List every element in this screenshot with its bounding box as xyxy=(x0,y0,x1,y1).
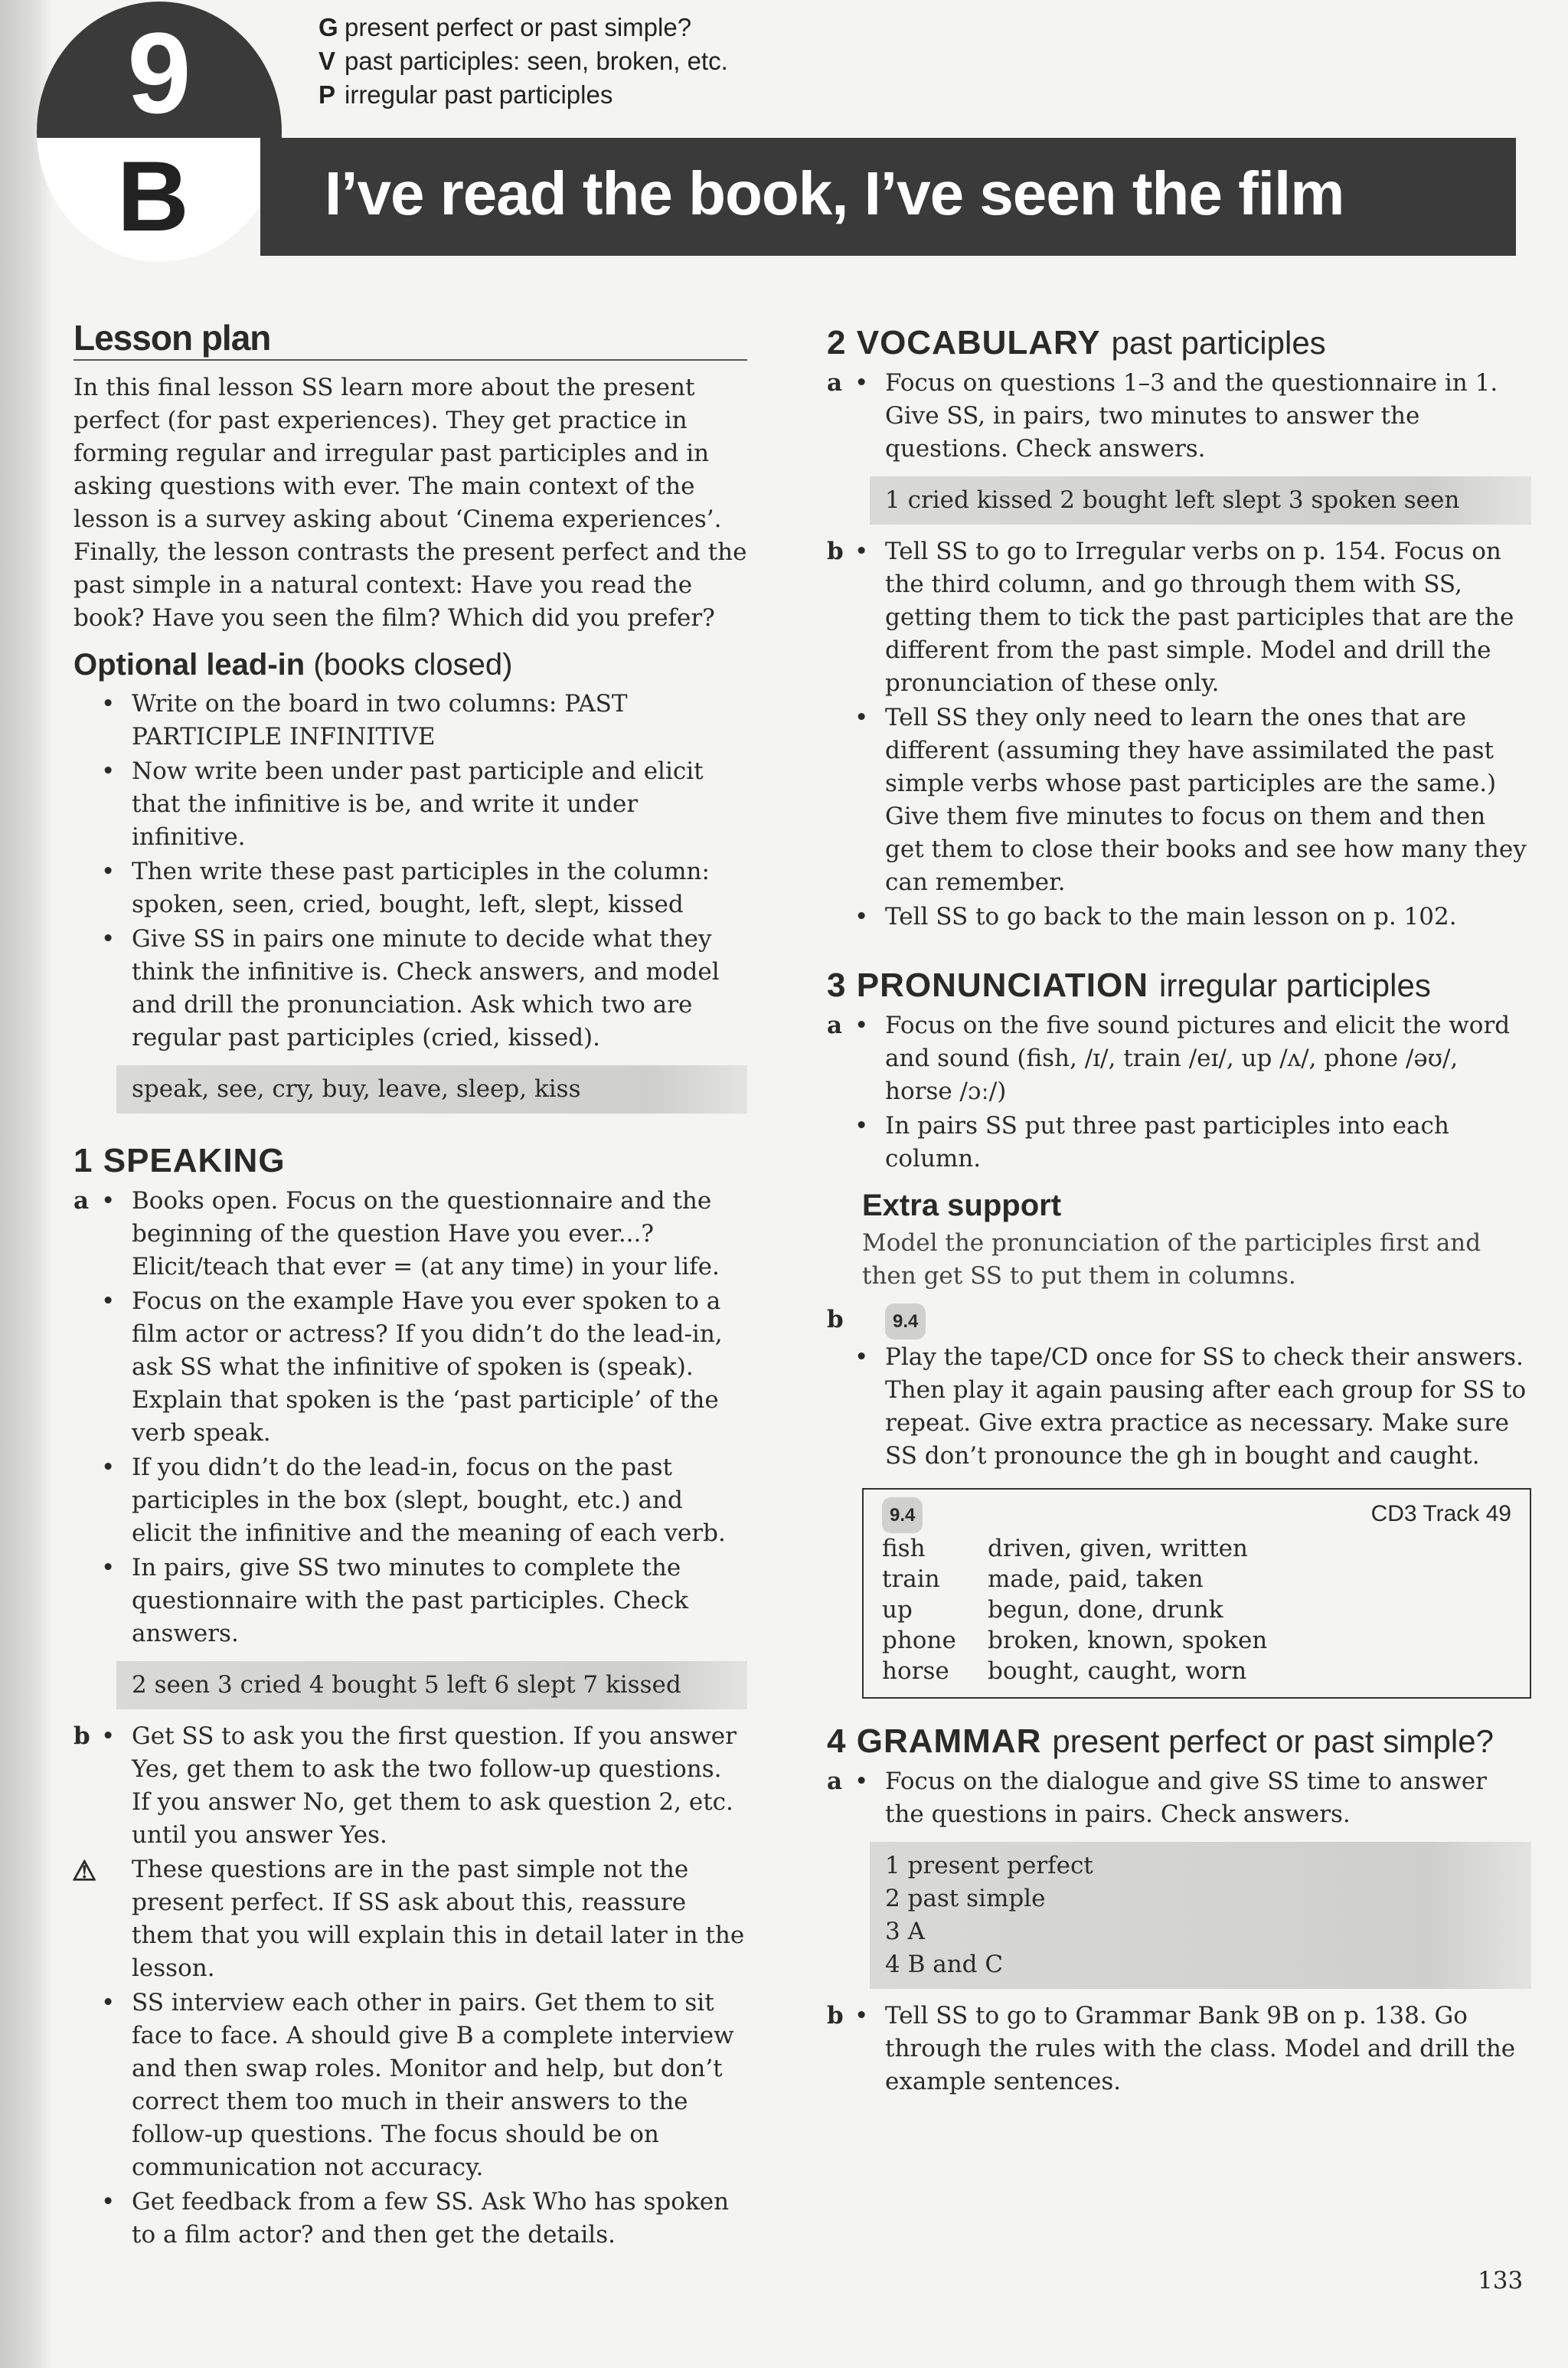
speaking-b-bullet: • SS interview each other in pairs. Get them to sit face to face. A should give B a complete interview and then swap roles. Monitor and help, but don’t correct them too much in their answers to the follow-up questions. The focus should be on communication not accuracy. xyxy=(101,1989,734,2181)
speaking-answer-box: 2 seen 3 cried 4 bought 5 left 6 slept 7 kissed xyxy=(116,1661,747,1709)
lesson-plan-intro: In this final lesson SS learn more about the present perfect (for past experiences). They get practice in forming regular and irregular past participles and in asking questions with ever. The main context of the lesson is a survey asking about ‘Cinema experiences’. Finally, the lesson contrasts the present perfect and the past simple in a natural context: Have you read the book? Have you seen the film? Which did you prefer? xyxy=(74,374,747,632)
speaking-warning: ⚠ These questions are in the past simple not the present perfect. If SS ask about this, reassure them that you will explain this in detail later in the lesson. xyxy=(72,1855,745,1982)
table-row: phone broken, known, spoken xyxy=(882,1627,1268,1654)
extra-support-text: Model the pronunciation of the participles first and then get SS to put them in columns. xyxy=(862,1229,1481,1290)
extra-support-heading: Extra support xyxy=(862,1189,1062,1222)
vocabulary-b-bullet: • Tell SS they only need to learn the ones that are different (assuming they have assimilated the past simple verbs whose past participles are the same.) Give them five minutes to focus on them and then get them to close their books and see how many they can remember. xyxy=(854,704,1527,896)
lead-in-answer-box: speak, see, cry, buy, leave, sleep, kiss xyxy=(116,1065,747,1114)
cd-track-label: CD3 Track 49 xyxy=(1370,1501,1511,1526)
vocabulary-b-bullet: • Tell SS to go back to the main lesson on p. 102. xyxy=(854,903,1457,931)
speaking-a-bullet: a • Books open. Focus on the questionnaire and the beginning of the question Have you ever...? Elicit/teach that ever = (at any time) in your life. xyxy=(74,1187,720,1280)
table-row: train made, paid, taken xyxy=(882,1565,1204,1593)
unit-number: 9 xyxy=(127,8,191,137)
speaking-b-bullet: • Get feedback from a few SS. Ask Who has spoken to a film actor? and then get the details. xyxy=(101,2188,730,2249)
unit-badge xyxy=(37,2,282,262)
unit-letter: B xyxy=(117,140,189,252)
page-number: 133 xyxy=(1478,2267,1524,2294)
pronunciation-b-bullet: • Play the tape/CD once for SS to check their answers. Then play it again pausing after each group for SS to repeat. Give extra practice as necessary. Make sure SS don’t pronounce the gh in bought and caught. xyxy=(854,1343,1527,1470)
audio-track-badge: 9.4 xyxy=(882,1497,923,1533)
audio-script-header xyxy=(882,1497,1511,1533)
lesson-topics xyxy=(318,11,728,112)
left-column xyxy=(72,318,747,2253)
grammar-heading: 4 GRAMMAR present perfect or past simple? xyxy=(827,1722,1494,1760)
lead-in-heading: Optional lead-in (books closed) xyxy=(74,648,513,682)
vocabulary-a-bullet: a • Focus on questions 1–3 and the questionnaire in 1. Give SS, in pairs, two minutes to answer the questions. Check answers. xyxy=(827,369,1498,463)
lead-in-bullet: • Then write these past participles in the column: spoken, seen, cried, bought, left, slept, kissed xyxy=(101,858,710,918)
speaking-a-bullet: • If you didn’t do the lead-in, focus on the past participles in the box (slept, bought, etc.) and elicit the infinitive and the meaning of each verb. xyxy=(101,1454,726,1547)
audio-script-box xyxy=(862,1488,1531,1699)
vocabulary-b-bullet: b • Tell SS to go to Irregular verbs on p. 154. Focus on the third column, and go through them with SS, getting them to tick the past participles that are the different from the past simple. Model and drill the pronunciation of these only. xyxy=(827,538,1514,697)
speaking-b-bullet: b • Get SS to ask you the first question. If you answer Yes, get them to ask the two follow-up questions. If you answer No, get them to ask question 2, etc. until you answer Yes. xyxy=(74,1722,737,1849)
table-row: fish driven, given, written xyxy=(882,1535,1248,1562)
lead-in-bullet: • Give SS in pairs one minute to decide what they think the infinitive is. Check answers, and model and drill the pronunciation. Ask which two are regular past participles (cried, kissed). xyxy=(101,925,720,1052)
lead-in-bullet: • Write on the board in two columns: PAST PARTICIPLE INFINITIVE xyxy=(101,690,628,751)
grammar-answer-box: 1 present perfect 2 past simple 3 A 4 B and C xyxy=(870,1842,1531,1989)
pronunciation-heading: 3 PRONUNCIATION irregular participles xyxy=(827,966,1431,1004)
lesson-plan-heading: Lesson plan xyxy=(74,322,747,361)
vocabulary-heading: 2 VOCABULARY past participles xyxy=(827,324,1326,361)
pronunciation-a-bullet: • In pairs SS put three past participles into each column. xyxy=(854,1112,1449,1173)
table-row: horse bought, caught, worn xyxy=(882,1657,1247,1685)
page-binding-shadow xyxy=(0,0,54,2368)
grammar-a-bullet: a • Focus on the dialogue and give SS time to answer the questions in pairs. Check answers. xyxy=(827,1768,1487,1828)
lead-in-bullet: • Now write been under past participle and elicit that the infinitive is be, and write it under infinitive. xyxy=(101,757,704,851)
audio-track-badge: 9.4 xyxy=(885,1303,926,1339)
page-title: I’ve read the book, I’ve seen the film xyxy=(325,159,1344,227)
vocabulary-answer-box: 1 cried kissed 2 bought left slept 3 spoken seen xyxy=(870,476,1531,525)
table-row: up begun, done, drunk xyxy=(882,1596,1223,1624)
grammar-b-bullet: b • Tell SS to go to Grammar Bank 9B on p. 138. Go through the rules with the class. Model and drill the example sentences. xyxy=(827,2002,1516,2095)
speaking-heading: 1 SPEAKING xyxy=(74,1142,286,1179)
topic-grammar: G present perfect or past simple? xyxy=(318,13,692,41)
speaking-a-bullet: • In pairs, give SS two minutes to complete the questionnaire with the past participles. Check answers. xyxy=(101,1554,689,1647)
pronunciation-b-track: b 9.4 xyxy=(827,1303,1531,1339)
warning-icon: ⚠ xyxy=(72,1855,97,1887)
topic-pronunciation: P irregular past participles xyxy=(318,80,613,109)
audio-script-table xyxy=(882,1533,1267,1686)
topic-vocabulary: V past participles: seen, broken, etc. xyxy=(318,47,728,75)
right-column xyxy=(827,326,1531,2100)
pronunciation-a-bullet: a • Focus on the five sound pictures and elicit the word and sound (fish, /ɪ/, train /eɪ/, up /ʌ/, phone /əʊ/, horse /ɔː/) xyxy=(827,1012,1511,1105)
speaking-a-bullet: • Focus on the example Have you ever spoken to a film actor or actress? If you didn’t do the lead-in, ask SS what the infinitive of spoken is (speak). Explain that spoken is the ‘past participle’ of the verb speak. xyxy=(101,1287,723,1447)
